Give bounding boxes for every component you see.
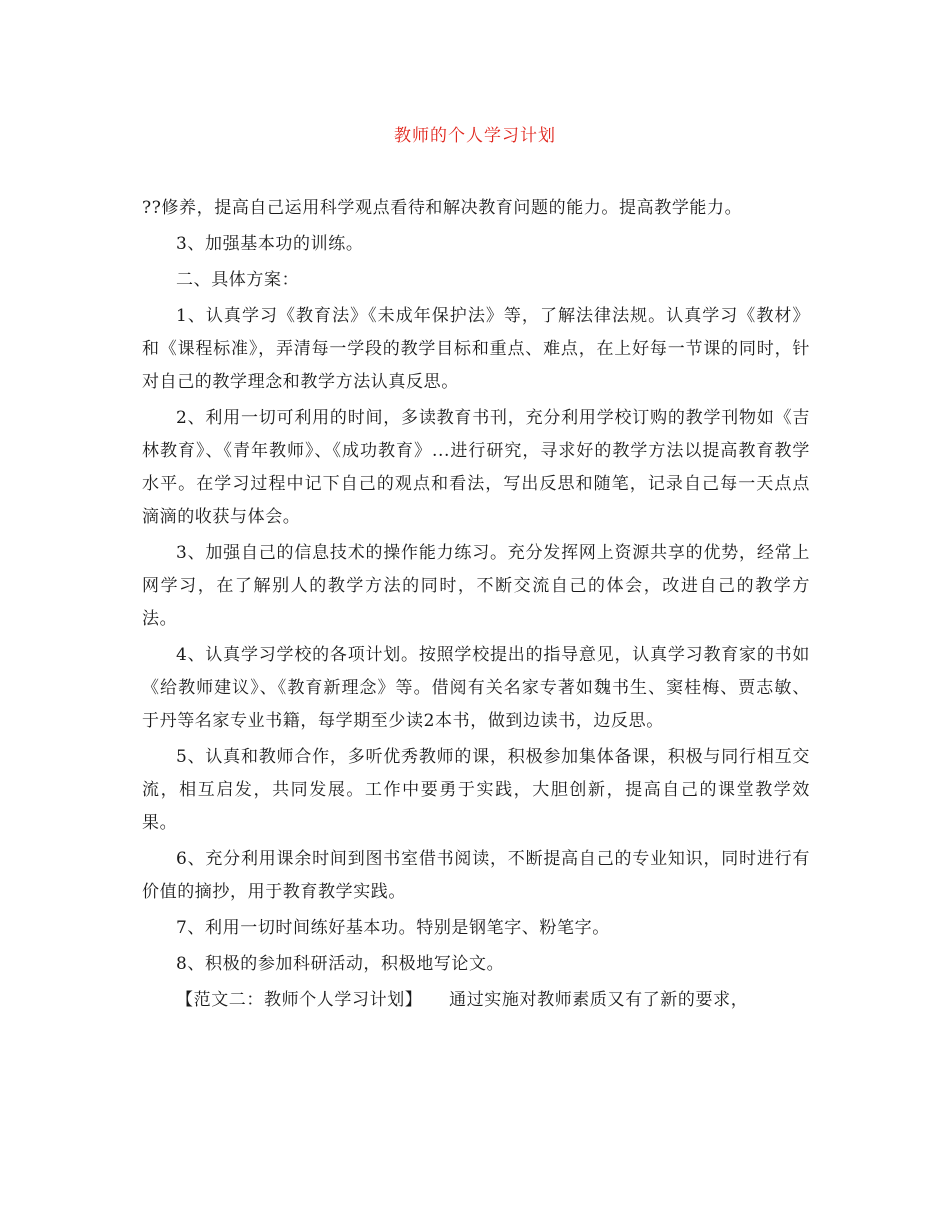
paragraph-item-1: 1、认真学习《教育法》《未成年保护法》等，了解法律法规。认真学习《教材》和《课程标准》，弄清每一学段的教学目标和重点、难点，在上好每一节课的同时，针对自己的教学理念和教学方法认真反思。 xyxy=(142,306,810,392)
document-body xyxy=(142,192,810,1020)
paragraph-item-4: 4、认真学习学校的各项计划。按照学校提出的指导意见，认真学习教育家的书如《给教师建议》、《教育新理念》等。借阅有关名家专著如魏书生、窦桂梅、贾志敏、于丹等名家专业书籍，每学期至少读2本书，做到边读书，边反思。 xyxy=(142,645,810,731)
paragraph-item-7: 7、利用一切时间练好基本功。特别是钢笔字、粉笔字。 xyxy=(176,918,610,938)
paragraph-basic-skills: 3、加强基本功的训练。 xyxy=(176,234,364,254)
document-title: 教师的个人学习计划 xyxy=(394,126,556,146)
paragraph-continuation: ??修养，提高自己运用科学观点看待和解决教育问题的能力。提高教学能力。 xyxy=(142,198,743,218)
section-heading-plan: 二、具体方案： xyxy=(176,270,300,290)
paragraph-item-6: 6、充分利用课余时间到图书室借书阅读，不断提高自己的专业知识，同时进行有价值的摘抄，用于教育教学实践。 xyxy=(142,849,810,902)
paragraph-item-8: 8、积极的参加科研活动，积极地写论文。 xyxy=(176,954,505,974)
paragraph-sample-two: 【范文二：教师个人学习计划】 通过实施对教师素质又有了新的要求， xyxy=(176,990,749,1010)
paragraph-item-2: 2、利用一切可利用的时间，多读教育书刊，充分利用学校订购的教学刊物如《吉林教育》、《青年教师》、《成功教育》...进行研究，寻求好的教学方法以提高教育教学水平。在学习过程中记下自己的观点和看法，写出反思和随笔，记录自己每一天点点滴滴的收获与体会。 xyxy=(142,408,810,527)
paragraph-item-5: 5、认真和教师合作，多听优秀教师的课，积极参加集体备课，积极与同行相互交流，相互启发，共同发展。工作中要勇于实践，大胆创新，提高自己的课堂教学效果。 xyxy=(142,747,810,833)
paragraph-item-3: 3、加强自己的信息技术的操作能力练习。充分发挥网上资源共享的优势，经常上网学习，在了解别人的教学方法的同时，不断交流自己的体会，改进自己的教学方法。 xyxy=(142,543,810,629)
